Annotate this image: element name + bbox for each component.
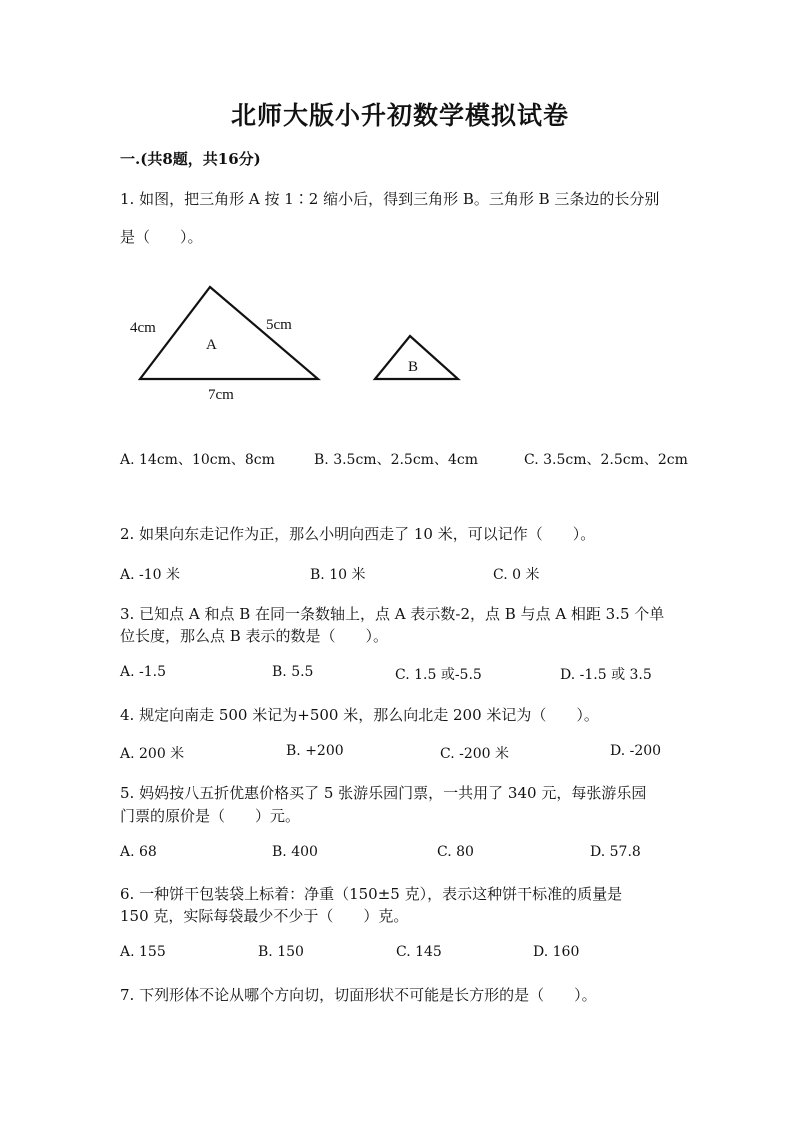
question-1-line-2: 是（ ）。: [120, 228, 203, 246]
question-5-option-a: A. 68: [120, 844, 157, 860]
question-2-option-a: A. -10 米: [120, 567, 181, 583]
question-5-option-b: B. 400: [272, 844, 318, 860]
question-3-option-c: C. 1.5 或-5.5: [395, 667, 482, 683]
question-4-option-b: B. +200: [286, 743, 344, 759]
question-4-option-a: A. 200 米: [120, 746, 185, 762]
question-6-option-d: D. 160: [533, 944, 580, 960]
question-5-line-1: 5. 妈妈按八五折优惠价格买了 5 张游乐园门票，一共用了 340 元，每张游乐园: [120, 784, 647, 802]
question-6-option-c: C. 145: [396, 944, 442, 960]
question-1-option-b: B. 3.5cm、2.5cm、4cm: [314, 452, 478, 468]
question-5-option-d: D. 57.8: [590, 844, 641, 860]
question-6-option-b: B. 150: [258, 944, 304, 960]
question-3-option-d: D. -1.5 或 3.5: [560, 667, 652, 683]
question-3-line-2: 位长度，那么点 B 表示的数是（ ）。: [120, 627, 389, 645]
question-4-line-1: 4. 规定向南走 500 米记为+500 米，那么向北走 200 米记为（ ）。: [120, 706, 599, 724]
triangle-a-right-side-label: 5cm: [266, 317, 292, 333]
triangle-a-left-side-label: 4cm: [130, 320, 156, 336]
question-4-option-d: D. -200: [610, 743, 662, 759]
section-heading: 一.(共8题，共16分): [120, 150, 261, 168]
question-6-option-a: A. 155: [120, 944, 166, 960]
question-3-line-1: 3. 已知点 A 和点 B 在同一条数轴上，点 A 表示数-2，点 B 与点 A 相距 3.5 个单: [120, 605, 665, 623]
triangle-a: [140, 287, 318, 379]
question-7-line-1: 7. 下列形体不论从哪个方向切，切面形状不可能是长方形的是（ ）。: [120, 986, 597, 1004]
question-6-line-1: 6. 一种饼干包装袋上标着：净重（150±5 克），表示这种饼干标准的质量是: [120, 885, 623, 903]
question-3-option-b: B. 5.5: [272, 664, 314, 680]
question-5-option-c: C. 80: [437, 844, 474, 860]
question-2-line-1: 2. 如果向东走记作为正，那么小明向西走了 10 米，可以记作（ ）。: [120, 525, 596, 543]
question-1-line-1: 1. 如图，把三角形 A 按 1∶2 缩小后，得到三角形 B。三角形 B 三条边的长分别: [120, 190, 660, 208]
question-2-option-c: C. 0 米: [493, 567, 540, 583]
question-1-option-c: C. 3.5cm、2.5cm、2cm: [524, 452, 688, 468]
question-5-line-2: 门票的原价是（ ）元。: [120, 807, 301, 825]
question-1-option-a: A. 14cm、10cm、8cm: [120, 452, 275, 468]
question-3-option-a: A. -1.5: [120, 664, 167, 680]
question-1-figure: [120, 275, 500, 415]
question-4-option-c: C. -200 米: [440, 746, 510, 762]
triangle-a-label: A: [206, 337, 217, 353]
question-2-option-b: B. 10 米: [310, 567, 366, 583]
triangle-a-bottom-side-label: 7cm: [208, 387, 234, 403]
page-title: 北师大版小升初数学模拟试卷: [230, 101, 569, 130]
triangle-b-label: B: [408, 359, 419, 375]
question-6-line-2: 150 克，实际每袋最少不少于（ ）克。: [120, 907, 409, 925]
